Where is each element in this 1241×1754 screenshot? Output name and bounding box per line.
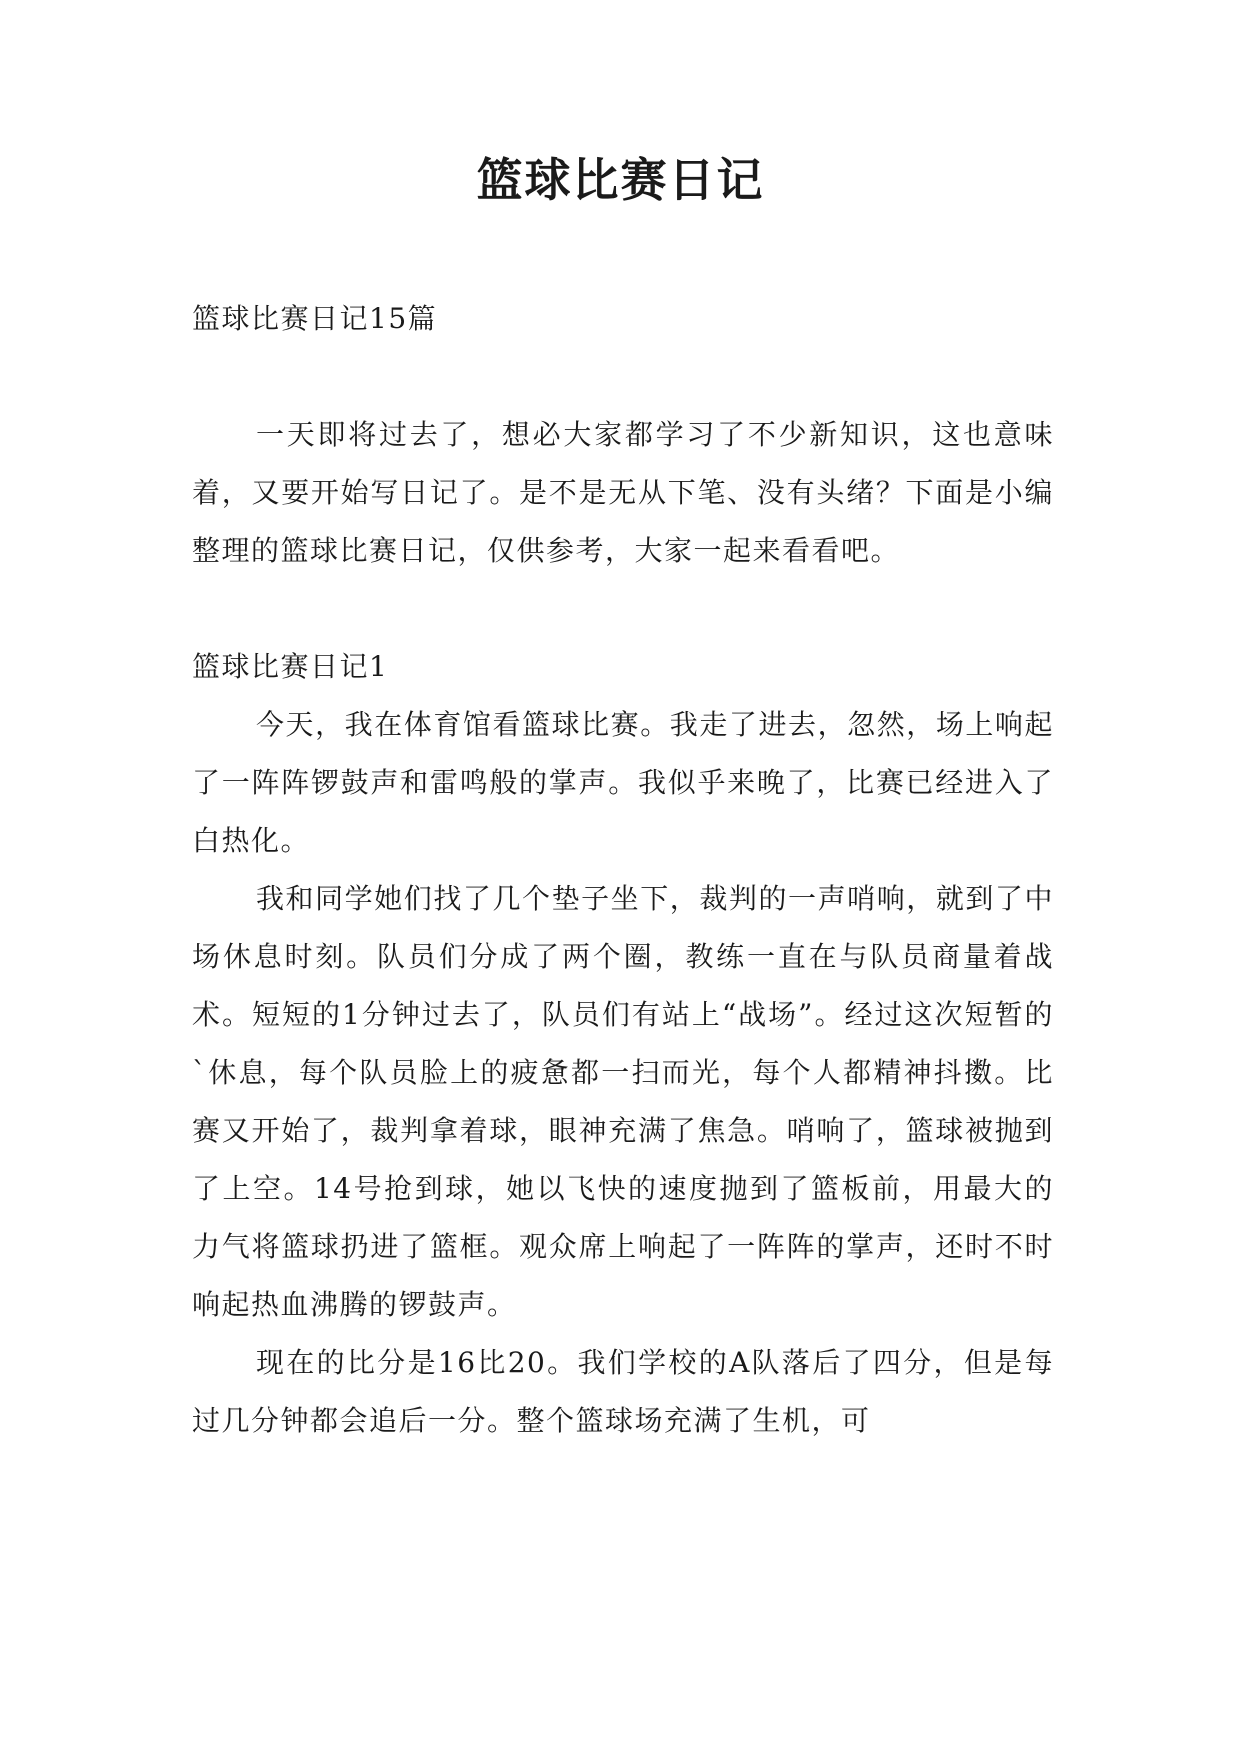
body-paragraph: 今天，我在体育馆看篮球比赛。我走了进去，忽然，场上响起了一阵阵锣鼓声和雷鸣般的掌声。我似乎来晚了，比赛已经进入了白热化。 (192, 708, 1054, 857)
document-title: 篮球比赛日记 (476, 153, 765, 207)
document-body (192, 290, 1054, 1450)
document-subtitle: 篮球比赛日记15篇 (192, 302, 438, 335)
intro-paragraph: 一天即将过去了，想必大家都学习了不少新知识，这也意味着，又要开始写日记了。是不是无从下笔、没有头绪？下面是小编整理的篮球比赛日记，仅供参考，大家一起来看看吧。 (192, 418, 1054, 567)
section-heading: 篮球比赛日记1 (192, 650, 389, 683)
body-paragraph: 现在的比分是16比20。我们学校的A队落后了四分，但是每过几分钟都会追后一分。整个篮球场充满了生机，可 (192, 1346, 1054, 1437)
body-paragraph: 我和同学她们找了几个垫子坐下，裁判的一声哨响，就到了中场休息时刻。队员们分成了两个圈，教练一直在与队员商量着战术。短短的1分钟过去了，队员们有站上“战场”。经过这次短暂的`休息，每个队员脸上的疲惫都一扫而光，每个人都精神抖擞。比赛又开始了，裁判拿着球，眼神充满了焦急。哨响了，篮球被抛到了上空。14号抢到球，她以飞快的速度抛到了篮板前，用最大的力气将篮球扔进了篮框。观众席上响起了一阵阵的掌声，还时不时响起热血沸腾的锣鼓声。 (192, 882, 1054, 1321)
